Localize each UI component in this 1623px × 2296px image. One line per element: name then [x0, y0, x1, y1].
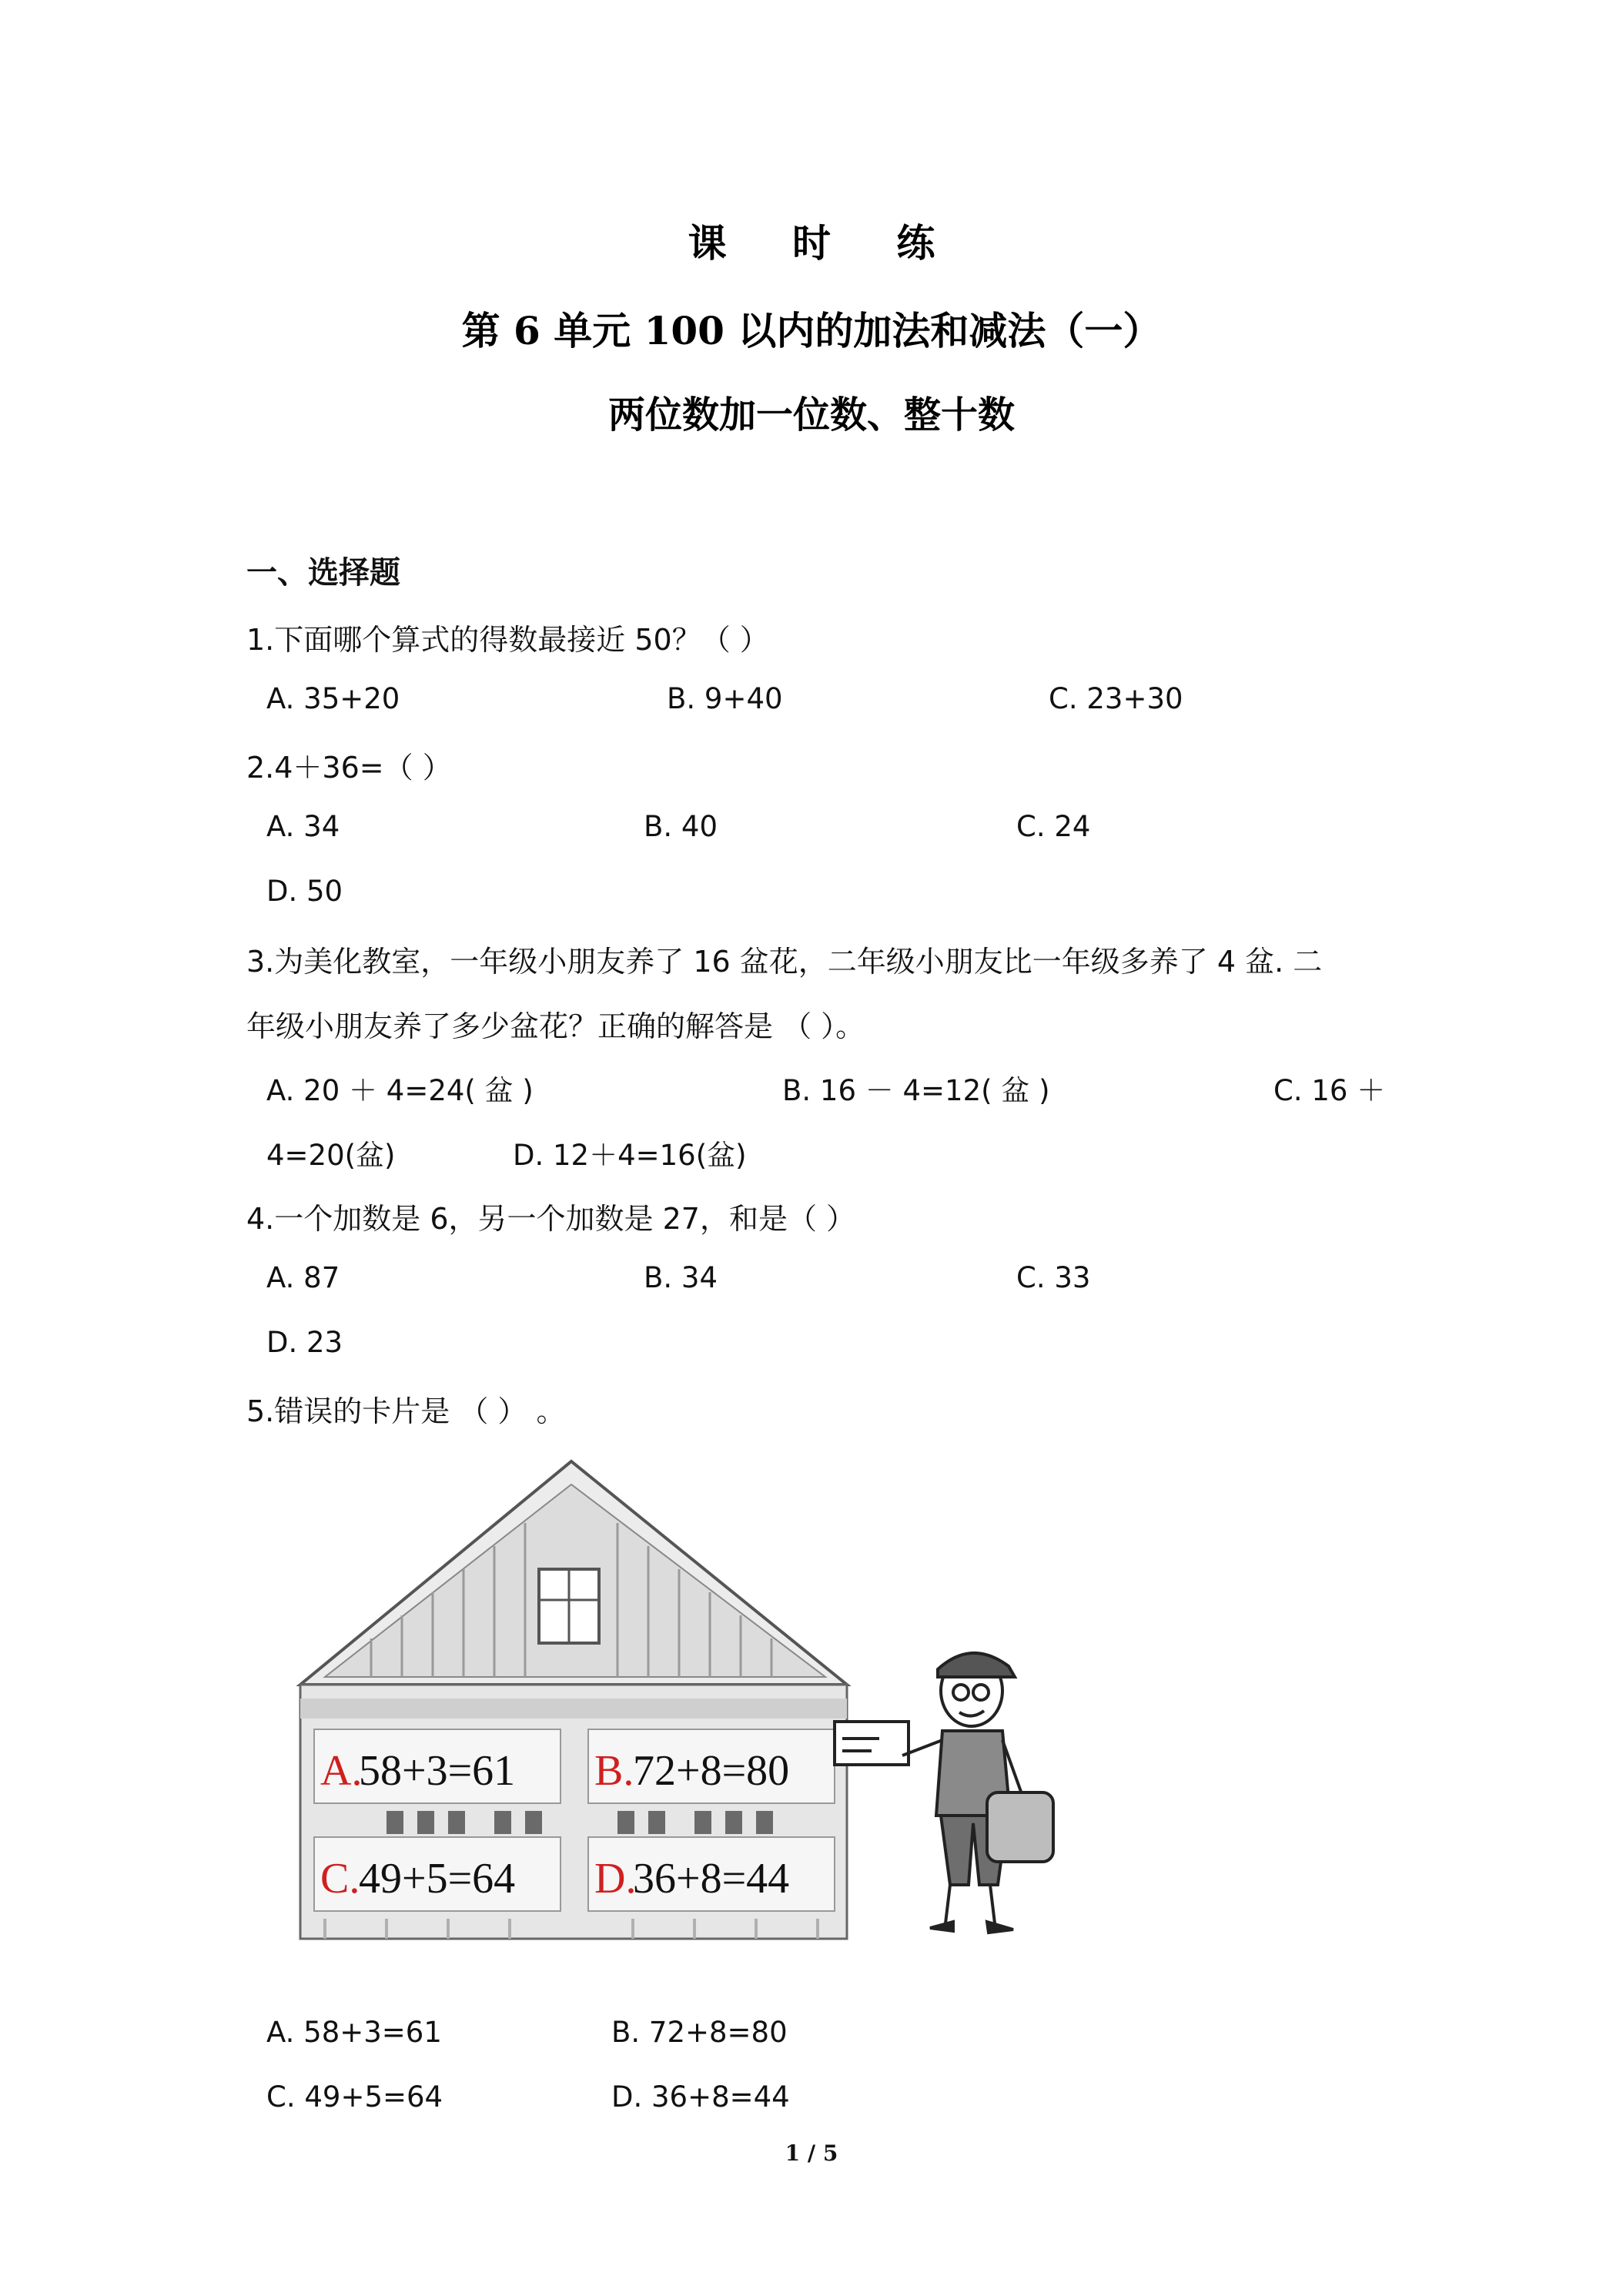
page-title: 课 时 练 — [688, 220, 962, 266]
question-1-stem: 1.下面哪个算式的得数最接近 50？（ ） — [246, 623, 769, 657]
question-5-stem: 5.错误的卡片是 （ ） 。 — [246, 1394, 566, 1428]
q3-option-a[interactable]: A. 20 ＋ 4=24( 盆 ) — [266, 1074, 534, 1107]
q2-option-c[interactable]: C. 24 — [1016, 810, 1091, 843]
card-c-letter: C. — [320, 1855, 360, 1903]
card-a-letter: A. — [320, 1747, 363, 1795]
q5-option-a[interactable]: A. 58+3=61 — [266, 2016, 442, 2049]
unit-title: 第 6 单元 100 以内的加法和减法（一） — [461, 308, 1162, 353]
page-number: 1 / 5 — [785, 2140, 838, 2166]
question-4-stem: 4.一个加数是 6，另一个加数是 27，和是（ ） — [246, 1202, 856, 1236]
q3-option-c[interactable]: C. 16 ＋ — [1273, 1074, 1386, 1107]
card-b-letter: B. — [594, 1747, 634, 1795]
card-d-letter: D. — [594, 1855, 637, 1903]
question-3-stem-line-2: 年级小朋友养了多少盆花？正确的解答是 （ ）。 — [246, 1009, 865, 1043]
section-heading: 一、选择题 — [246, 554, 400, 591]
house-and-postman-illustration — [294, 1454, 1072, 1946]
q5-option-b[interactable]: B. 72+8=80 — [611, 2016, 788, 2049]
q4-option-d[interactable]: D. 23 — [266, 1326, 343, 1359]
q3-option-c-continued[interactable]: 4=20(盆) — [266, 1139, 396, 1172]
q1-option-a[interactable]: A. 35+20 — [266, 682, 400, 715]
question-3-stem-line-1: 3.为美化教室，一年级小朋友养了 16 盆花，二年级小朋友比一年级多养了 4 盆. 二 — [246, 945, 1323, 979]
q4-option-c[interactable]: C. 33 — [1016, 1261, 1091, 1294]
card-a-expression: 58+3=61 — [359, 1747, 516, 1795]
q4-option-a[interactable]: A. 87 — [266, 1261, 340, 1294]
card-d-expression: 36+8=44 — [633, 1855, 790, 1903]
q5-option-d[interactable]: D. 36+8=44 — [611, 2080, 790, 2114]
q3-option-b[interactable]: B. 16 － 4=12( 盆 ) — [782, 1074, 1050, 1107]
card-b-expression: 72+8=80 — [633, 1747, 790, 1795]
card-c-expression: 49+5=64 — [359, 1855, 516, 1903]
q2-option-a[interactable]: A. 34 — [266, 810, 340, 843]
q5-option-c[interactable]: C. 49+5=64 — [266, 2080, 443, 2114]
q2-option-b[interactable]: B. 40 — [644, 810, 718, 843]
postman-drawing — [835, 1653, 1053, 1933]
lesson-subtitle: 两位数加一位数、整十数 — [607, 393, 1015, 437]
q4-option-b[interactable]: B. 34 — [644, 1261, 718, 1294]
question-2-stem: 2.4＋36=（ ） — [246, 751, 452, 785]
q1-option-b[interactable]: B. 9+40 — [667, 682, 783, 715]
q2-option-d[interactable]: D. 50 — [266, 875, 343, 908]
q1-option-c[interactable]: C. 23+30 — [1049, 682, 1183, 715]
q3-option-d[interactable]: D. 12＋4=16(盆) — [513, 1139, 747, 1172]
